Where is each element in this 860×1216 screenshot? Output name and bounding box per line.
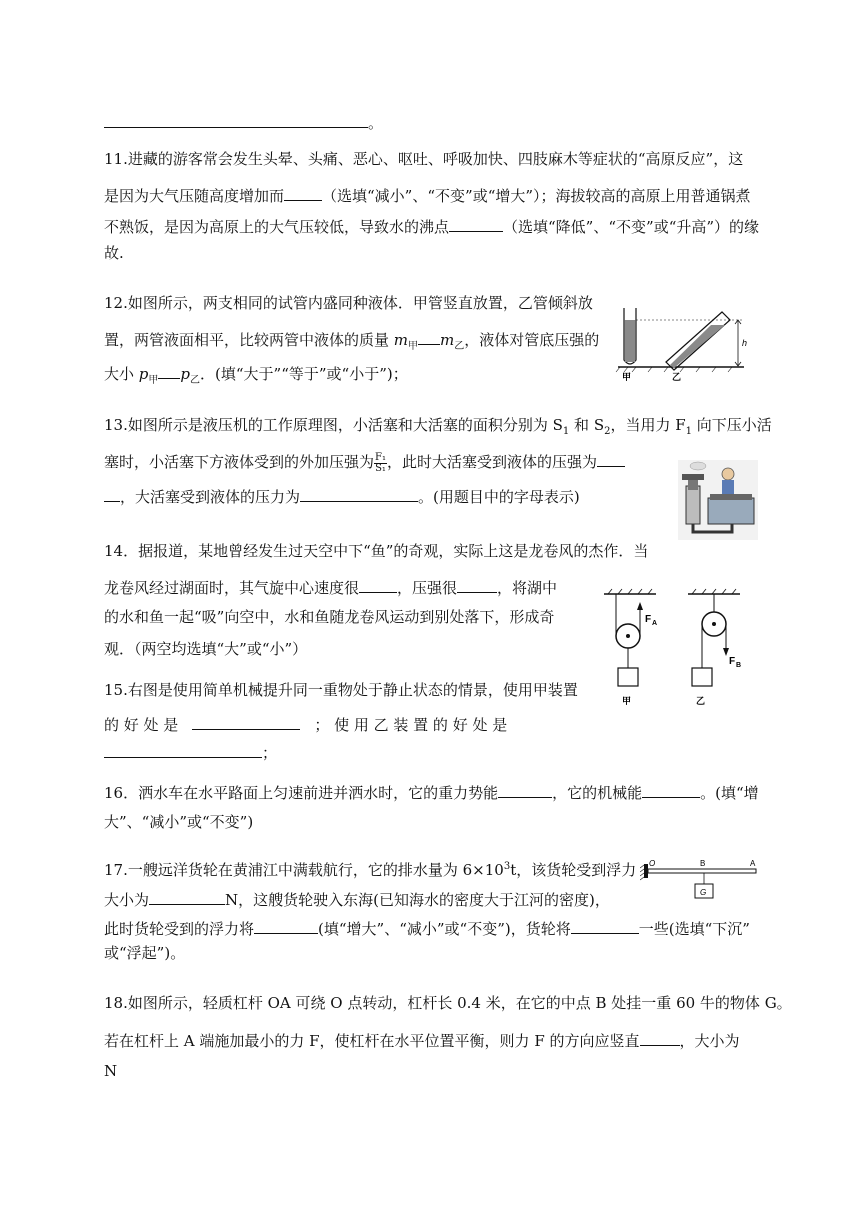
q18-blank-1[interactable] [640, 1030, 680, 1046]
q14-line-3: 的水和鱼一起“吸”向空中，水和鱼随龙卷风运动到别处落下，形成奇 [104, 608, 555, 626]
q12-line-3: 大小 $p_甲$ $p_乙$．(填“大于”“等于”或“小于”)； [104, 365, 408, 386]
q13-blank-1b[interactable] [104, 486, 120, 502]
q17-line-4: 或“浮起”)。 [104, 944, 186, 962]
q17-line-1: 17.一艘远洋货轮在黄浦江中满载航行，它的排水量为 $6\times 10^3t$，该货轮受到浮力 [104, 861, 637, 879]
q10-answer-line: 。 [104, 112, 383, 131]
q14-blank-1[interactable] [359, 577, 397, 593]
svg-text:F: F [729, 656, 736, 667]
q17-line-3: 此时货轮受到的浮力将 (填“增大”、“减小”或“不变”)，货轮将 一些(选填“下沉” [104, 920, 750, 938]
q18-line-3: N [104, 1062, 118, 1080]
q18-line-1: 18.如图所示，轻质杠杆 OA 可绕 O 点转动，杠杆长 0.4 米，在它的中点 B 处挂一重 60 牛的物体 G。 [104, 994, 792, 1012]
svg-text:B: B [736, 662, 742, 669]
q13-blank-1a[interactable] [597, 451, 625, 467]
q16-line-2: 大”、“减小”或“不变”) [104, 813, 254, 831]
q12-blank-2[interactable] [158, 363, 180, 379]
q12-line-2: 置，两管液面相平，比较两管中液体的质量 $m_甲$ $m_乙$，液体对管底压强的 [104, 331, 600, 352]
svg-text:乙: 乙 [672, 372, 682, 382]
q15-blank-2[interactable] [104, 742, 262, 758]
q17-blank-2[interactable] [254, 918, 318, 934]
svg-text:F: F [645, 614, 652, 625]
q11-line-2: 是因为大气压随高度增加而 （选填“减小”、“不变”或“增大”）；海拔较高的高原上用普通锅煮 [104, 187, 751, 205]
q11-line-3: 不熟饭，是因为高原上的大气压较低，导致水的沸点 （选填“降低”、“不变”或“升高”）的缘 [104, 218, 760, 236]
q15-line-3: ； [104, 742, 277, 761]
q16-line-1: 16．洒水车在水平路面上匀速前进并洒水时，它的重力势能 ，它的机械能 。(填“增 [104, 784, 759, 802]
q11-blank-2[interactable] [449, 216, 503, 232]
q14-blank-2[interactable] [457, 577, 497, 593]
pulley-figure [596, 588, 766, 710]
q16-blank-1[interactable] [498, 782, 552, 798]
q12-blank-1[interactable] [418, 329, 440, 345]
svg-text:G: G [700, 888, 707, 897]
q17-blank-1[interactable] [149, 889, 225, 905]
pressure-fraction: $\frac{\text{F₁}}{\text{S₁}}$ [375, 451, 386, 474]
q15-blank-1[interactable] [192, 714, 300, 730]
svg-text:A: A [750, 859, 756, 868]
svg-text:甲: 甲 [622, 696, 632, 706]
hydraulic-press-figure [678, 460, 758, 540]
svg-text:甲: 甲 [622, 372, 632, 382]
svg-text:A: A [652, 620, 658, 627]
lever-figure [640, 856, 762, 912]
q13-blank-2[interactable] [300, 486, 418, 502]
test-tubes-figure [612, 302, 752, 382]
q14-line-2: 龙卷风经过湖面时，其气旋中心速度很 ，压强很 ，将湖中 [104, 579, 558, 597]
q13-line-2: 塞时，小活塞下方液体受到的外加压强为 $\frac{\text{F₁}}{\text{S₁}}$ ，此时大活塞受到液体的压强为 [104, 451, 625, 474]
svg-text:乙: 乙 [696, 696, 706, 706]
q16-blank-2[interactable] [642, 782, 700, 798]
q17-line-2: 大小为 N，这艘货轮驶入东海(已知海水的密度大于江河的密度)， [104, 891, 610, 909]
svg-text:B: B [700, 859, 706, 868]
q13-line-1: 13.如图所示是液压机的工作原理图，小活塞和大活塞的面积分别为 $S_1$ 和 $S_2$，当用力 $F_1$ 向下压小活 [104, 416, 772, 437]
q15-line-2: 的 好 处 是 ； 使 用 乙 装 置 的 好 处 是 [104, 716, 508, 734]
q13-line-3: ，大活塞受到液体的压力为 。(用题目中的字母表示) [104, 486, 580, 505]
q18-line-2: 若在杠杆上 A 端施加最小的力 F，使杠杆在水平位置平衡，则力 F 的方向应竖直 ，大小为 [104, 1032, 740, 1050]
q11-blank-1[interactable] [284, 185, 322, 201]
q11-line-4: 故. [104, 244, 124, 262]
q10-blank[interactable] [104, 112, 368, 128]
q12-line-1: 12.如图所示，两支相同的试管内盛同种液体．甲管竖直放置，乙管倾斜放 [104, 294, 593, 312]
svg-text:h: h [742, 338, 748, 348]
q15-line-1: 15.右图是使用简单机械提升同一重物处于静止状态的情景，使用甲装置 [104, 681, 578, 699]
q17-blank-3[interactable] [571, 918, 639, 934]
svg-text:O: O [649, 859, 656, 868]
q14-line-4: 观．（两空均选填“大”或“小”） [104, 640, 308, 658]
q14-line-1: 14．据报道，某地曾经发生过天空中下“鱼”的奇观，实际上这是龙卷风的杰作．当 [104, 542, 649, 560]
q11-line-1: 11.进藏的游客常会发生头晕、头痛、恶心、呕吐、呼吸加快、四肢麻木等症状的“高原反应”，这 [104, 150, 744, 168]
